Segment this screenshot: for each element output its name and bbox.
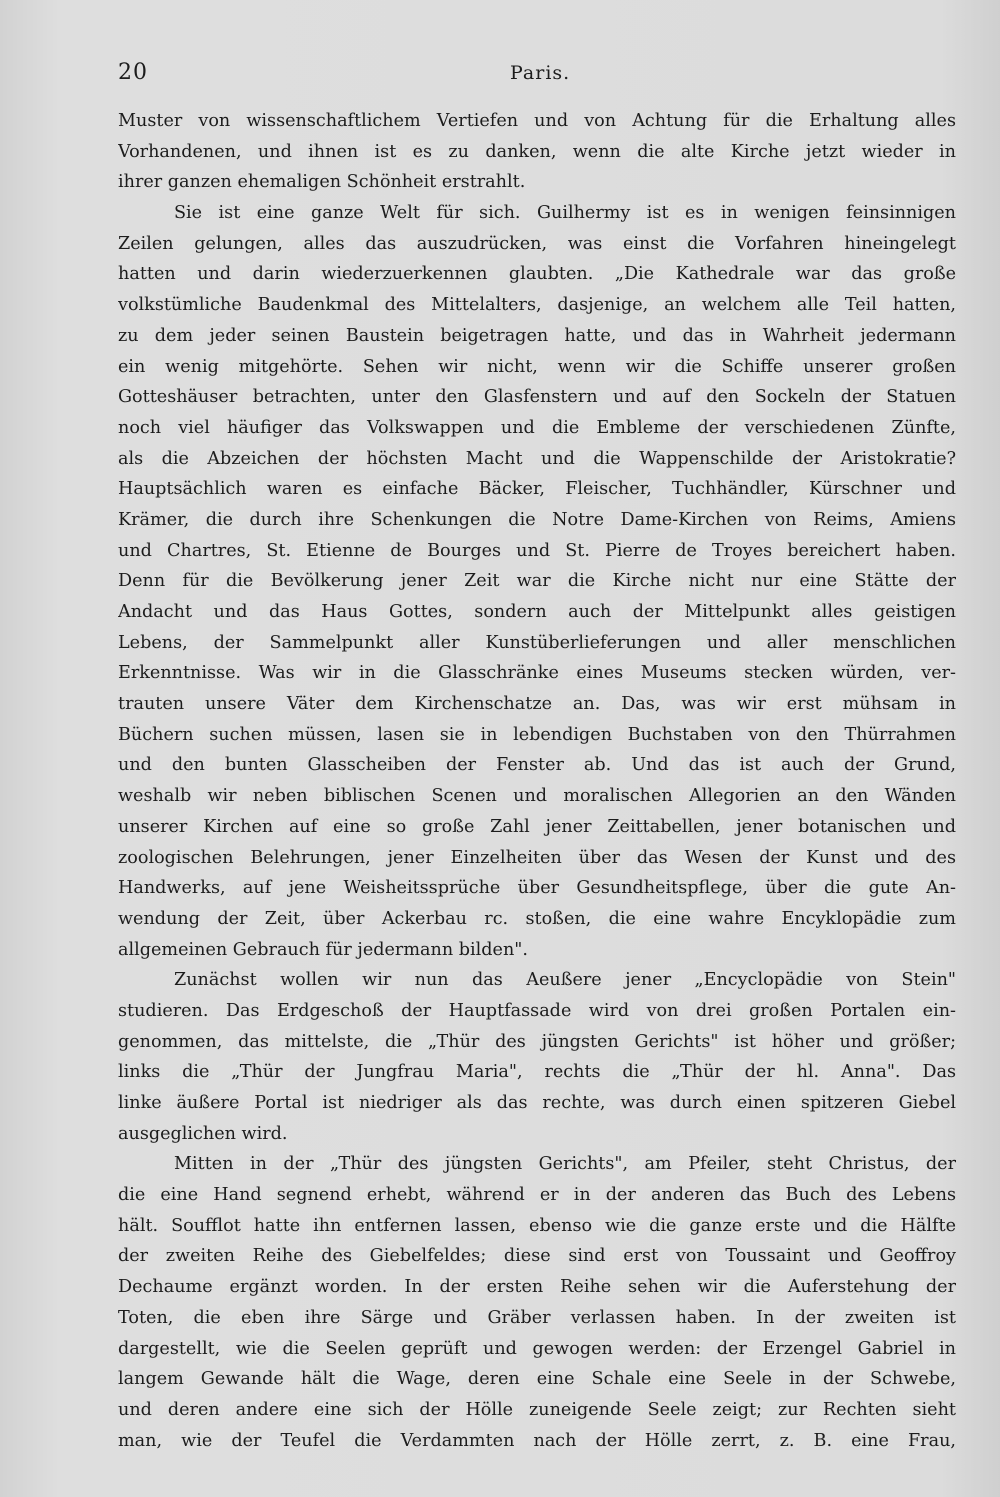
text-line: wendung der Zeit, über Ackerbau rc. stoßen, die eine wahre Encyklopädie zum bbox=[118, 908, 956, 929]
text-line: die eine Hand segnend erhebt, während er in der anderen das Buch des Lebens bbox=[118, 1185, 956, 1206]
text-line: links die „Thür der Jungfrau Maria", rechts die „Thür der hl. Anna". Das bbox=[118, 1062, 956, 1083]
text-line: und den bunten Glasscheiben der Fenster ab. Und das ist auch der Grund, bbox=[118, 755, 956, 776]
text-line: Vorhandenen, und ihnen ist es zu danken, wenn die alte Kirche jetzt wieder in bbox=[118, 141, 956, 162]
text-line: und Chartres, St. Etienne de Bourges und St. Pierre de Troyes bereichert haben. bbox=[118, 540, 956, 561]
text-line: Mitten in der „Thür des jüngsten Gerichts", am Pfeiler, steht Christus, der bbox=[174, 1154, 956, 1175]
text-line: noch viel häufiger das Volkswappen und die Embleme der verschiedenen Zünfte, bbox=[118, 417, 956, 438]
text-line: Sie ist eine ganze Welt für sich. Guilhermy ist es in wenigen feinsinnigen bbox=[174, 203, 956, 224]
text-line: volkstümliche Baudenkmal des Mittelalters, dasjenige, an welchem alle Teil hatten, bbox=[118, 295, 956, 316]
text-line: Toten, die eben ihre Särge und Gräber verlassen haben. In der zweiten ist bbox=[118, 1307, 956, 1328]
text-line: Erkenntnisse. Was wir in die Glasschränke eines Museums stecken würden, ver- bbox=[118, 663, 956, 684]
text-line: langem Gewande hält die Wage, deren eine Schale eine Seele in der Schwebe, bbox=[118, 1369, 956, 1390]
paragraph bbox=[118, 1149, 956, 1456]
text-line: weshalb wir neben biblischen Scenen und moralischen Allegorien an den Wänden bbox=[118, 786, 956, 807]
text-line: zoologischen Belehrungen, jener Einzelheiten über das Wesen der Kunst und des bbox=[118, 847, 956, 868]
text-line: hatten und darin wiederzuerkennen glaubten. „Die Kathedrale war das große bbox=[118, 264, 956, 285]
text-line: studieren. Das Erdgeschoß der Hauptfassade wird von drei großen Portalen ein- bbox=[118, 1000, 956, 1021]
paragraph bbox=[118, 965, 956, 1149]
text-line: zu dem jeder seinen Baustein beigetragen hatte, und das in Wahrheit jedermann bbox=[118, 325, 956, 346]
text-line: dargestellt, wie die Seelen geprüft und gewogen werden: der Erzengel Gabriel in bbox=[118, 1338, 956, 1359]
text-line: Krämer, die durch ihre Schenkungen die Notre Dame-Kirchen von Reims, Amiens bbox=[118, 509, 956, 530]
paragraph bbox=[118, 198, 956, 965]
text-line: ein wenig mitgehörte. Sehen wir nicht, wenn wir die Schiffe unserer großen bbox=[118, 356, 956, 377]
text-line: Zeilen gelungen, alles das auszudrücken, was einst die Vorfahren hineingelegt bbox=[118, 233, 956, 254]
text-line: Denn für die Bevölkerung jener Zeit war die Kirche nicht nur eine Stätte der bbox=[118, 571, 956, 592]
text-line: der zweiten Reihe des Giebelfeldes; diese sind erst von Toussaint und Geoffroy bbox=[118, 1246, 956, 1267]
text-line: allgemeinen Gebrauch für jedermann bilden". bbox=[118, 939, 528, 960]
text-line: Büchern suchen müssen, lasen sie in lebendigen Buchstaben von den Thürrahmen bbox=[118, 724, 956, 745]
text-line: trauten unsere Väter dem Kirchenschatze an. Das, was wir erst mühsam in bbox=[118, 694, 956, 715]
page-number: 20 bbox=[118, 60, 148, 85]
text-line: als die Abzeichen der höchsten Macht und die Wappenschilde der Aristokratie? bbox=[118, 448, 956, 469]
text-line: Dechaume ergänzt worden. In der ersten Reihe sehen wir die Auferstehung der bbox=[118, 1277, 956, 1298]
text-line: Hauptsächlich waren es einfache Bäcker, Fleischer, Tuchhändler, Kürschner und bbox=[118, 479, 956, 500]
paragraph bbox=[118, 106, 956, 198]
text-line: hält. Soufflot hatte ihn entfernen lassen, ebenso wie die ganze erste und die Hälfte bbox=[118, 1215, 956, 1236]
text-line: Handwerks, auf jene Weisheitssprüche über Gesundheitspflege, über die gute An- bbox=[118, 878, 956, 899]
body-text bbox=[118, 106, 956, 1456]
text-line: linke äußere Portal ist niedriger als das rechte, was durch einen spitzeren Giebel bbox=[118, 1093, 956, 1113]
text-line: unserer Kirchen auf eine so große Zahl jener Zeittabellen, jener botanischen und bbox=[118, 816, 956, 837]
text-line: ausgeglichen wird. bbox=[118, 1123, 288, 1144]
text-line: genommen, das mittelste, die „Thür des jüngsten Gerichts" ist höher und größer; bbox=[118, 1031, 956, 1052]
text-line: man, wie der Teufel die Verdammten nach der Hölle zerrt, z. B. eine Frau, bbox=[118, 1430, 956, 1451]
text-line: Andacht und das Haus Gottes, sondern auch der Mittelpunkt alles geistigen bbox=[118, 602, 956, 622]
text-line: Muster von wissenschaftlichem Vertiefen und von Achtung für die Erhaltung alles bbox=[118, 111, 956, 131]
text-line: und deren andere eine sich der Hölle zuneigende Seele zeigt; zur Rechten sieht bbox=[118, 1399, 956, 1420]
running-head bbox=[118, 60, 954, 94]
text-line: Lebens, der Sammelpunkt aller Kunstüberlieferungen und aller menschlichen bbox=[118, 632, 956, 653]
text-line: Zunächst wollen wir nun das Aeußere jener „Encyclopädie von Stein" bbox=[174, 970, 956, 991]
running-title: Paris. bbox=[510, 62, 571, 84]
text-line: Gotteshäuser betrachten, unter den Glasfenstern und auf den Sockeln der Statuen bbox=[118, 387, 956, 408]
text-line: ihrer ganzen ehemaligen Schönheit erstrahlt. bbox=[118, 172, 526, 193]
